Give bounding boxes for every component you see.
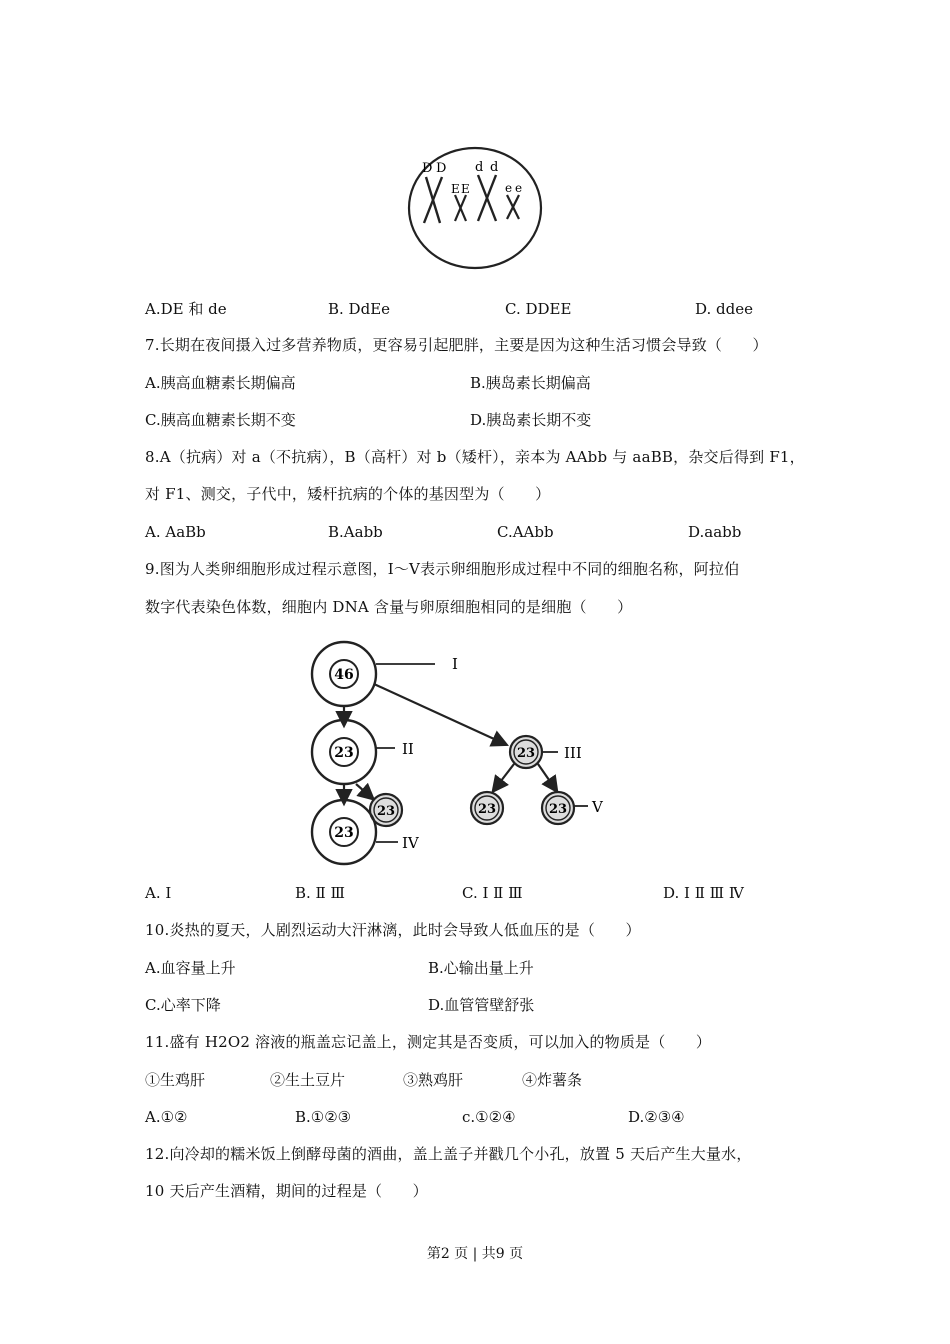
option-b: B. Ⅱ Ⅲ (295, 884, 345, 902)
cell-count: 23 (376, 804, 396, 819)
gene-label: E (461, 182, 470, 196)
option-c: C.AAbb (497, 523, 554, 541)
oogenesis-diagram (300, 640, 630, 870)
gene-label: e (505, 181, 513, 195)
question-9-stem-line2: 数字代表染色体数，细胞内 DNA 含量与卵原细胞相同的是细胞（ ） (145, 598, 633, 616)
cell-count: 23 (548, 802, 568, 817)
list-item: ②生土豆片 (270, 1071, 346, 1089)
cell-label-i: I (452, 655, 458, 673)
page-footer: 第2 页 | 共9 页 (426, 1246, 524, 1262)
cell-label-v: V (592, 798, 603, 816)
option-d: D.血管管壁舒张 (428, 996, 535, 1014)
option-b: B.心输出量上升 (428, 959, 534, 977)
question-7-stem: 7.长期在夜间摄入过多营养物质，更容易引起肥胖，主要是因为这种生活习惯会导致（ ） (145, 336, 768, 354)
gene-label: d (475, 160, 484, 175)
list-item: ④炸薯条 (522, 1071, 583, 1089)
option-d: D. Ⅰ Ⅱ Ⅲ Ⅳ (663, 884, 744, 902)
option-a: A.①② (145, 1108, 188, 1126)
option-c: C.胰高血糖素长期不变 (145, 411, 296, 429)
cell-label-iv: IV (402, 834, 419, 852)
question-12-stem-line2: 10 天后产生酒精，期间的过程是（ ） (145, 1182, 428, 1200)
question-10-stem: 10.炎热的夏天，人剧烈运动大汗淋漓，此时会导致人低血压的是（ ） (145, 921, 641, 939)
option-b: B. DdEe (328, 300, 391, 318)
option-a: A. AaBb (145, 523, 206, 541)
cell-count: 23 (516, 746, 536, 761)
option-d: D.②③④ (628, 1108, 685, 1126)
option-c: C. DDEE (505, 300, 572, 318)
cell-count: 23 (477, 802, 497, 817)
gene-label: D (422, 161, 433, 176)
option-c: C.心率下降 (145, 996, 221, 1014)
option-d: D.aabb (688, 523, 742, 541)
option-a: A.胰高血糖素长期偏高 (145, 374, 296, 392)
question-9-stem-line1: 9.图为人类卵细胞形成过程示意图，Ⅰ～Ⅴ表示卵细胞形成过程中不同的细胞名称，阿拉伯 (145, 560, 740, 578)
option-a: A.血容量上升 (145, 959, 236, 977)
question-12-stem-line1: 12.向冷却的糯米饭上倒酵母菌的酒曲，盖上盖子并戳几个小孔，放置 5 天后产生大量水， (145, 1145, 752, 1163)
gene-label: E (451, 182, 460, 196)
gene-label: d (490, 160, 499, 175)
option-d: D. ddee (695, 300, 753, 318)
option-b: B.Aabb (328, 523, 383, 541)
question-8-stem-line2: 对 F1、测交，子代中，矮杆抗病的个体的基因型为（ ） (145, 485, 551, 503)
cell-label-iii: III (564, 744, 582, 762)
question-11-stem: 11.盛有 H2O2 溶液的瓶盖忘记盖上，测定其是否变质，可以加入的物质是（ ） (145, 1033, 712, 1051)
cell-count: 23 (334, 745, 354, 761)
cell-count: 46 (334, 667, 354, 683)
list-item: ③熟鸡肝 (403, 1071, 464, 1089)
gene-label: D (436, 161, 447, 176)
option-b: B.①②③ (295, 1108, 352, 1126)
list-item: ①生鸡肝 (145, 1071, 206, 1089)
option-a: A. Ⅰ (145, 884, 172, 902)
option-d: D.胰岛素长期不变 (470, 411, 592, 429)
chromosome-cell-figure (400, 145, 550, 275)
option-c: c.①②④ (462, 1108, 516, 1126)
gene-label: e (515, 181, 523, 195)
option-c: C. Ⅰ Ⅱ Ⅲ (462, 884, 523, 902)
question-8-stem-line1: 8.A（抗病）对 a（不抗病），B（高杆）对 b（矮杆），亲本为 AAbb 与 aaBB，杂交后得到 F1， (145, 448, 805, 466)
cell-label-ii: II (402, 740, 414, 758)
option-a: A.DE 和 de (145, 300, 227, 318)
cell-count: 23 (334, 825, 354, 841)
option-b: B.胰岛素长期偏高 (470, 374, 591, 392)
